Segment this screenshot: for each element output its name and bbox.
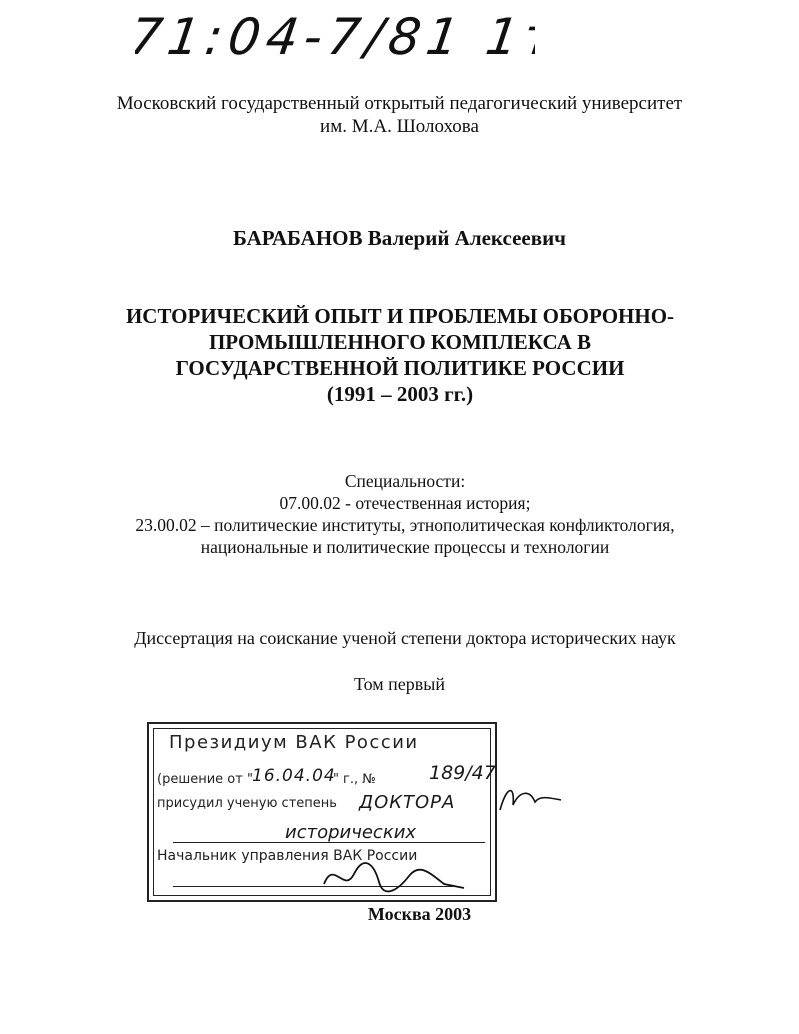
university-header [0,92,799,138]
stamp-head-label: Начальник управления ВАК России [157,848,418,864]
stamp-awarded-prefix: присудил ученую степень [157,796,337,811]
stamp-field-underline [173,842,485,843]
university-named-after: им. М.А. Шолохова [320,116,479,137]
stamp-decision-date: 16.04.04 [252,766,336,786]
handwritten-catalog-number-image [135,2,535,72]
university-name: Московский государственный открытый педагогический университет [116,93,683,114]
title-line-3: ГОСУДАРСТВЕННОЙ ПОЛИТИКЕ РОССИИ [175,356,625,380]
stamp-decision-mid: " г., № [332,772,376,787]
stamp-heading: Президиум ВАК России [169,732,419,753]
stamp-degree: ДОКТОРА [359,792,456,813]
specialty-2: 23.00.02 – политические институты, этнополитическая конфликтология, [135,515,675,535]
stamp-field: исторических [285,822,417,843]
volume-label: Том первый [353,674,446,694]
city-year: Москва 2003 [367,904,472,924]
dissertation-degree-statement: Диссертация на соискание ученой степени доктора исторических наук [134,628,676,648]
title-line-1: ИСТОРИЧЕСКИЙ ОПЫТ И ПРОБЛЕМЫ ОБОРОННО- [125,304,675,328]
title-years: (1991 – 2003 гг.) [326,382,474,406]
dissertation-title [60,303,740,407]
specialties-heading: Специальности: [344,471,466,491]
stamp-decision-prefix: (решение от " [157,772,253,787]
handwritten-catalog-number [135,2,535,72]
handwritten-catalog-number-text: 71:04-7/81 1т [135,7,535,66]
author-name: БАРАБАНОВ Валерий Алексеевич [232,226,567,250]
title-line-2: ПРОМЫШЛЕННОГО КОМПЛЕКСА В [208,330,592,354]
stamp-signature-icon [319,854,469,899]
margin-signature-icon [495,780,565,820]
specialty-1: 07.00.02 - отечественная история; [279,493,531,513]
stamp-decision-number: 189/47 [429,762,496,784]
vak-approval-stamp [147,722,497,902]
specialty-2-continued: национальные и политические процессы и технологии [200,537,610,557]
specialties-block [60,470,750,558]
